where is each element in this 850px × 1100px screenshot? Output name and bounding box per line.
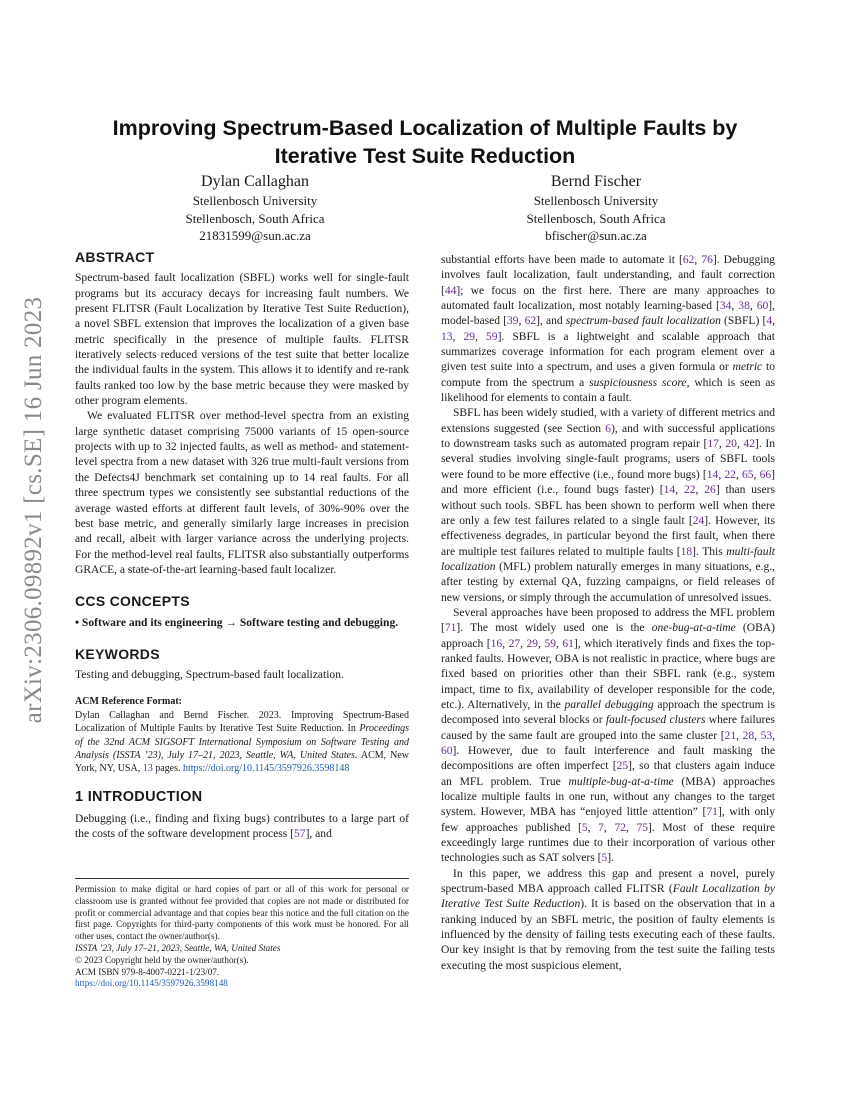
citation-link[interactable]: 39 (506, 315, 519, 328)
citation-link[interactable]: 14 (706, 468, 719, 481)
citation-link[interactable]: 44 (444, 284, 457, 297)
arxiv-watermark: arXiv:2306.09892v1 [cs.SE] 16 Jun 2023 (20, 296, 47, 724)
title-line-2: Iterative Test Suite Reduction (274, 144, 576, 168)
left-column (75, 250, 409, 842)
citation-link[interactable]: 65 (742, 468, 754, 481)
citation-link[interactable]: 5 (581, 821, 588, 834)
author-affiliation: Stellenbosch University (192, 193, 318, 208)
author-name: Dylan Callaghan (201, 173, 309, 190)
title-line-1: Improving Spectrum-Based Localization of Multiple Faults by (112, 116, 738, 140)
citation-link[interactable]: 71 (706, 806, 718, 819)
permission-notice: Permission to make digital or hard copies of part or all of this work for personal or classroom use is granted without fee provided that copies are not made or distributed for profit or commercial advantage and that copies bear this notice and the full citation on the first page. Copyrights for third-party components of this work must be honored. For all other uses, contact the owner/author(s). (75, 884, 409, 942)
citation-link[interactable]: 38 (738, 300, 750, 313)
citation-link[interactable]: 6 (605, 422, 612, 435)
author-location: Stellenbosch, South Africa (185, 210, 325, 226)
acm-reference-heading: ACM Reference Format: (75, 695, 182, 707)
copyright-line: © 2023 Copyright held by the owner/author(s). (75, 954, 249, 965)
doi-link[interactable]: https://doi.org/10.1145/3597926.3598148 (183, 763, 350, 775)
citation-link[interactable]: 75 (636, 821, 649, 834)
author-block-1 (120, 172, 390, 245)
citation-link[interactable]: 21 (724, 729, 737, 742)
citation-link[interactable]: 72 (614, 821, 626, 834)
citation-link[interactable]: 60 (441, 745, 453, 757)
venue-line: ISSTA ’23, July 17–21, 2023, Seattle, WA, United States (75, 942, 281, 953)
citation-link[interactable]: 16 (490, 637, 503, 650)
citation-link[interactable]: 53 (760, 729, 773, 742)
isbn-line: ACM ISBN 979-8-4007-0221-1/23/07. (75, 966, 220, 977)
intro-paragraph-4: Several approaches have been proposed to address the MFL problem [71]. The most widely used one is the one-bug-at-a-time (OBA) approach [16, 27, 29, 59, 61], which iteratively finds and fixes the top-ranked faults. However, OBA is not realistic in practice, where bugs are fixed based on priorities other than their SBFL rank (e.g., system impact, time to fix, availability of developer responsible for the code, etc.). Alternatively, in the parallel debugging approach the spectrum is decomposed into several blocks or fault-focused clusters where failures caused by the same fault are grouped into the same cluster [21, 28, 53, 60]. However, due to fault interference and fault masking the decompositions are often imperfect [25], so that clusters again induce an MFL problem. True multiple-bug-at-a-time (MBA) approaches localize multiple faults in one run, without any changes to the target system. However, MBA has “enjoyed little attention” [71], with only few approaches published [5, 7, 72, 75]. Most of these require exceedingly large runtimes due to their incorporation of various other technologies such as SAT solvers [5]. (441, 606, 776, 865)
citation-link[interactable]: 17 (707, 438, 719, 451)
paper-title (75, 114, 775, 170)
citation-link[interactable]: 26 (704, 484, 716, 497)
citation-link[interactable]: 22 (724, 468, 736, 481)
citation-link[interactable]: 24 (692, 514, 705, 527)
author-location: Stellenbosch, South Africa (526, 210, 666, 226)
footnote (75, 878, 409, 990)
intro-paragraph-5: In this paper, we address this gap and present a novel, purely spectrum-based MBA approach called FLITSR (Fault Localization by Iterative Test Suite Reduction). It is based on the observation that in a ranking induced by an SBFL metric, the position of faulty elements is influenced by the density of failing tests executing each of these faults. Our key insight is that by removing from the test suite the failing tests executing the most suspicious element, (441, 867, 775, 972)
abstract-paragraph-1: Spectrum-based fault localization (SBFL) works well for single-fault programs but its accuracy decays for increasing fault numbers. We present FLITSR (Fault Localization by Iterative Test Suite Reduction), a novel SBFL extension that improves the localization of a given base metric specifically in the presence of multiple faults. FLITSR iteratively selects reduced versions of the test suite that better localize the individual faults in the system. This allows it to identify and re-rank faults ranked too low by the base metric because they were masked by other program elements. (75, 272, 409, 408)
ccs-heading: CCS CONCEPTS (75, 593, 190, 610)
author-block-2 (461, 172, 731, 245)
citation-link[interactable]: 4 (766, 315, 773, 328)
citation-link[interactable]: 22 (683, 484, 696, 497)
author-name: Bernd Fischer (550, 173, 642, 190)
citation-link[interactable]: 59 (544, 637, 556, 650)
intro-paragraph-2: substantial efforts have been made to automate it [62, 76]. Debugging involves fault localization, fault understanding, and fault correction [44]; we focus on the first here. There are many approaches to automated fault localization, most notably learning-based [34, 38, 60], model-based [39, 62], and spectrum-based fault localization (SBFL) [4, 13, 29, 59]. SBFL is a lightweight and scalable approach that summarizes coverage information for each program element over a given test suite into a spectrum, and uses a given formula or metric to compute from the spectrum a suspiciousness score, which is seen as likelihood for elements to contain a fault. (441, 254, 776, 405)
keywords-text: Testing and debugging, Spectrum-based fault localization. (75, 669, 344, 682)
abstract-heading: ABSTRACT (75, 249, 155, 265)
intro-heading: 1 INTRODUCTION (75, 789, 203, 806)
author-email: bfischer@sun.ac.za (545, 228, 647, 243)
citation-link[interactable]: 13 (441, 330, 453, 343)
citation-link[interactable]: 5 (601, 852, 608, 865)
citation-link[interactable]: 66 (759, 468, 772, 481)
citation-link[interactable]: 34 (719, 300, 732, 313)
intro-paragraph-3: SBFL has been widely studied, with a variety of different metrics and extensions suggested (see Section 6), and with successful applications to downstream tasks such as automated program repair [17, 20, 42]. In several studies involving single-fault programs, users of SBFL tools were found to be more effective (i.e., found more bugs) [14, 22, 65, 66] and more efficient (i.e., found bugs faster) [14, 22, 26] than users without such tools. SBFL has been shown to perform well when there are only a few test failures related to a single fault [24]. However, its effectiveness degrades, in particular beyond the first fault, when there are multiple test failures related to multiple faults [18]. This multi-fault localization (MFL) problem naturally emerges in many situations, e.g., after testing by external QA, fuzzing campaigns, or field releases of new versions, or simply through the accumulation of unresolved issues. (441, 407, 776, 604)
citation-link[interactable]: 61 (562, 637, 574, 650)
citation-link[interactable]: 18 (680, 545, 693, 558)
citation-link[interactable]: 59 (486, 330, 498, 343)
footnote-doi-link[interactable]: https://doi.org/10.1145/3597926.3598148 (75, 978, 228, 989)
ccs-concepts: • Software and its engineering → Software testing and debugging. (75, 616, 399, 629)
citation-link[interactable]: 25 (616, 760, 629, 773)
page-count-link[interactable]: 13 (142, 763, 153, 775)
citation-link[interactable]: 60 (756, 300, 769, 313)
author-email: 21831599@sun.ac.za (199, 228, 311, 243)
right-column (441, 253, 775, 974)
citation-link[interactable]: 62 (682, 254, 695, 266)
citation-link[interactable]: 29 (526, 637, 539, 650)
citation-link[interactable]: 14 (663, 484, 676, 497)
intro-paragraph-1: Debugging (i.e., finding and fixing bugs) contributes to a large part of the costs of the software development process [57], and (75, 812, 409, 841)
citation-link[interactable]: 57 (294, 828, 306, 841)
abstract-paragraph-2: We evaluated FLITSR over method-level spectra from an existing large synthetic dataset comprising 75000 variants of 15 open-source projects with up to 32 injected faults, as well as method- and statement-level spectra from a new dataset with 326 true multi-fault versions from the Defects4J benchmark set containing up to 14 real faults. For all three spectrum types we consistently see substantial reductions of the average wasted efforts at different fault levels, of 30%-90% over the best base metric, and generally similarly large increases in precision and recall, albeit with larger variance across the underlying projects. For the method-level real faults, FLITSR also substantially outperforms GRACE, a state-of-the-art learning-based fault localizer. (75, 410, 409, 576)
citation-link[interactable]: 7 (598, 821, 604, 834)
acm-reference-text: Dylan Callaghan and Bernd Fischer. 2023. Improving Spectrum-Based Localization of Multiple Faults by Iterative Test Suite Reduction. In Proceedings of the 32nd ACM SIGSOFT International Symposium on Software Testing and Analysis (ISSTA ’23), July 17–21, 2023, Seattle, WA, United States. ACM, New York, NY, USA, 13 pages. https://doi.org/10.1145/3597926.3598148 (75, 709, 409, 775)
citation-link[interactable]: 20 (725, 438, 737, 451)
citation-link[interactable]: 28 (742, 729, 755, 742)
citation-link[interactable]: 29 (463, 330, 476, 343)
citation-link[interactable]: 62 (524, 315, 537, 328)
citation-link[interactable]: 76 (701, 254, 713, 266)
citation-link[interactable]: 27 (508, 637, 521, 650)
citation-link[interactable]: 71 (444, 622, 457, 635)
citation-link[interactable]: 42 (743, 438, 756, 451)
keywords-heading: KEYWORDS (75, 645, 160, 662)
author-affiliation: Stellenbosch University (533, 193, 659, 208)
